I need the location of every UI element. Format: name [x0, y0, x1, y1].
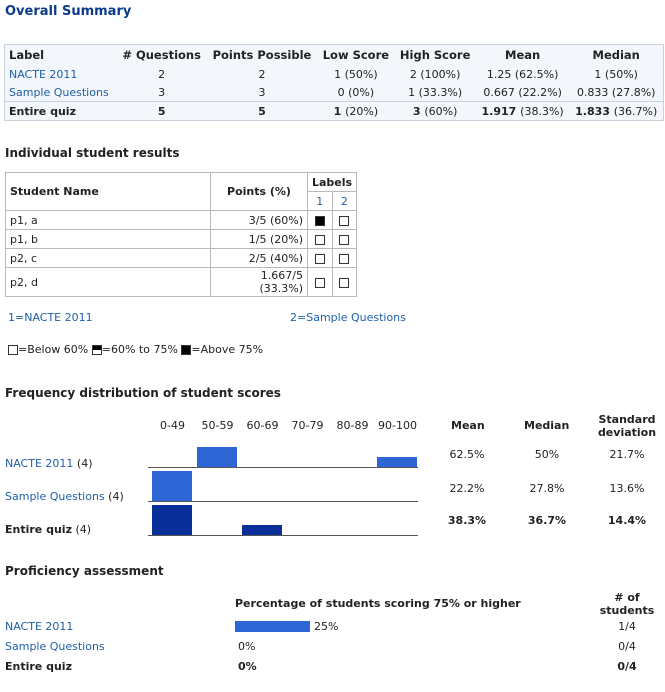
table-row: [6, 230, 357, 249]
stat-std: 21.7%: [609, 448, 645, 461]
percent: (36.7%): [613, 104, 658, 118]
table-row: [5, 83, 664, 102]
freq-label-link[interactable]: Sample Questions: [5, 490, 105, 503]
bin-label: 50-59: [201, 419, 234, 432]
cell: 2: [258, 67, 266, 81]
freq-count: (4): [75, 523, 92, 536]
cell: 0.667 (22.2%): [483, 85, 562, 99]
bin-label: 70-79: [291, 419, 324, 432]
std-header: Standard deviation: [597, 413, 657, 439]
value: 3: [412, 104, 421, 118]
col-low: Low Score: [322, 48, 390, 62]
prof-count: 0/4: [617, 660, 637, 673]
col-points: Points (%): [211, 173, 308, 211]
score-box-icon: [339, 278, 349, 288]
col-mean: Mean: [505, 48, 541, 62]
cell: 1 (50%): [334, 67, 378, 81]
proficiency-heading: Proficiency assessment: [5, 564, 164, 578]
bin-label: 0-49: [160, 419, 185, 432]
page-title: Overall Summary: [5, 4, 132, 19]
stat-median: 27.8%: [529, 482, 565, 495]
prof-count: 1/4: [618, 620, 636, 633]
cell: 5: [207, 102, 318, 121]
label-2-link[interactable]: 2: [340, 194, 348, 208]
student-points: 2/5 (40%): [211, 249, 308, 268]
score-box-icon: [315, 254, 325, 264]
stat-std: 14.4%: [607, 514, 647, 527]
freq-count: (4): [108, 490, 124, 503]
cell: 2: [158, 67, 166, 81]
student-name: p1, a: [6, 211, 211, 230]
prof-percent: 0%: [238, 660, 257, 673]
cell: Entire quiz: [5, 102, 117, 121]
label-key-1: 1=NACTE 2011: [8, 311, 93, 324]
below-box-icon: [8, 345, 18, 355]
frequency-heading: Frequency distribution of student scores: [5, 386, 281, 400]
frequency-bar: [377, 457, 417, 467]
frequency-bar: [152, 505, 192, 535]
label-key-2: 2=Sample Questions: [290, 311, 406, 324]
frequency-bar: [242, 525, 282, 535]
cell: 1 (50%): [594, 67, 638, 81]
stat-mean: 38.3%: [447, 514, 487, 527]
prof-label-link[interactable]: NACTE 2011: [5, 620, 74, 633]
freq-row-label: [5, 457, 93, 470]
prof-percent: 25%: [314, 620, 339, 633]
col-median: Median: [592, 48, 640, 62]
score-box-icon: [339, 254, 349, 264]
score-box-icon: [315, 216, 325, 226]
value: 1.917: [481, 104, 517, 118]
row-divider: [148, 467, 418, 468]
mid-box-icon: [92, 345, 102, 355]
student-points: 3/5 (60%): [211, 211, 308, 230]
cell-median: [569, 102, 663, 121]
table-header-row: [5, 45, 664, 66]
student-count-header: # of students: [599, 591, 655, 617]
cell: 1.25 (62.5%): [486, 67, 559, 81]
col-high: High Score: [399, 48, 471, 62]
cell: 0 (0%): [337, 85, 375, 99]
freq-row-label: [5, 523, 91, 536]
cell-low: [317, 102, 394, 121]
value: 1: [333, 104, 342, 118]
bin-label: 60-69: [246, 419, 279, 432]
freq-label: Entire quiz: [5, 523, 72, 536]
individual-results-table: [5, 172, 357, 297]
row-divider: [148, 535, 418, 536]
cell: 5: [117, 102, 207, 121]
student-name: p1, b: [6, 230, 211, 249]
stat-median: 50%: [534, 448, 560, 461]
score-legend: [8, 343, 263, 356]
stat-median: 36.7%: [527, 514, 567, 527]
student-name: p2, c: [6, 249, 211, 268]
legend-above: =Above 75%: [191, 343, 264, 356]
overall-summary-table: [4, 44, 664, 121]
score-box-icon: [315, 278, 325, 288]
frequency-bar: [197, 447, 237, 467]
prof-label-link[interactable]: Sample Questions: [5, 640, 105, 653]
cell: 3: [158, 85, 166, 99]
score-box-icon: [339, 235, 349, 245]
cell: 0.833 (27.8%): [576, 85, 656, 99]
freq-row-label: [5, 490, 124, 503]
percent: (20%): [345, 104, 379, 118]
stat-mean: 22.2%: [449, 482, 485, 495]
prof-percent: 0%: [238, 640, 256, 653]
proficiency-bar: [235, 621, 310, 632]
cell-mean: [476, 102, 570, 121]
score-box-icon: [315, 235, 325, 245]
mean-header: Mean: [451, 419, 485, 432]
stat-mean: 62.5%: [449, 448, 485, 461]
median-header: Median: [524, 419, 570, 432]
cell-high: [394, 102, 475, 121]
col-label: Label: [9, 48, 45, 62]
stat-std: 13.6%: [609, 482, 645, 495]
student-points: 1/5 (20%): [211, 230, 308, 249]
cell: 3: [258, 85, 266, 99]
label-1-link[interactable]: 1: [316, 194, 324, 208]
frequency-bar: [152, 471, 192, 501]
legend-below: =Below 60%: [18, 343, 89, 356]
col-labels: Labels: [308, 173, 357, 192]
col-questions: # Questions: [122, 48, 201, 62]
student-name: p2, d: [6, 268, 211, 297]
legend-mid: =60% to 75%: [101, 343, 178, 356]
col-points: Points Possible: [212, 48, 312, 62]
label-link[interactable]: NACTE 2011: [9, 67, 78, 81]
score-box-icon: [339, 216, 349, 226]
prof-count: 0/4: [618, 640, 636, 653]
bin-label: 90-100: [378, 419, 417, 432]
student-points: 1.667/5 (33.3%): [211, 268, 308, 297]
table-row-total: [5, 102, 664, 121]
cell: 1 (33.3%): [408, 85, 463, 99]
prof-label: Entire quiz: [5, 660, 72, 673]
row-divider: [148, 501, 418, 502]
table-row: [5, 65, 664, 83]
percent: (38.3%): [520, 104, 564, 118]
percent: (60%): [424, 104, 458, 118]
freq-label-link[interactable]: NACTE 2011: [5, 457, 74, 470]
proficiency-header: Percentage of students scoring 75% or higher: [235, 597, 521, 610]
col-student-name: Student Name: [6, 173, 211, 211]
bin-label: 80-89: [336, 419, 369, 432]
cell: 2 (100%): [409, 67, 461, 81]
label-link[interactable]: Sample Questions: [9, 85, 109, 99]
table-row: [6, 249, 357, 268]
above-box-icon: [181, 345, 191, 355]
freq-count: (4): [76, 457, 93, 470]
table-row: [6, 268, 357, 297]
value: 1.833: [575, 104, 610, 118]
individual-results-heading: Individual student results: [5, 146, 180, 160]
table-row: [6, 211, 357, 230]
